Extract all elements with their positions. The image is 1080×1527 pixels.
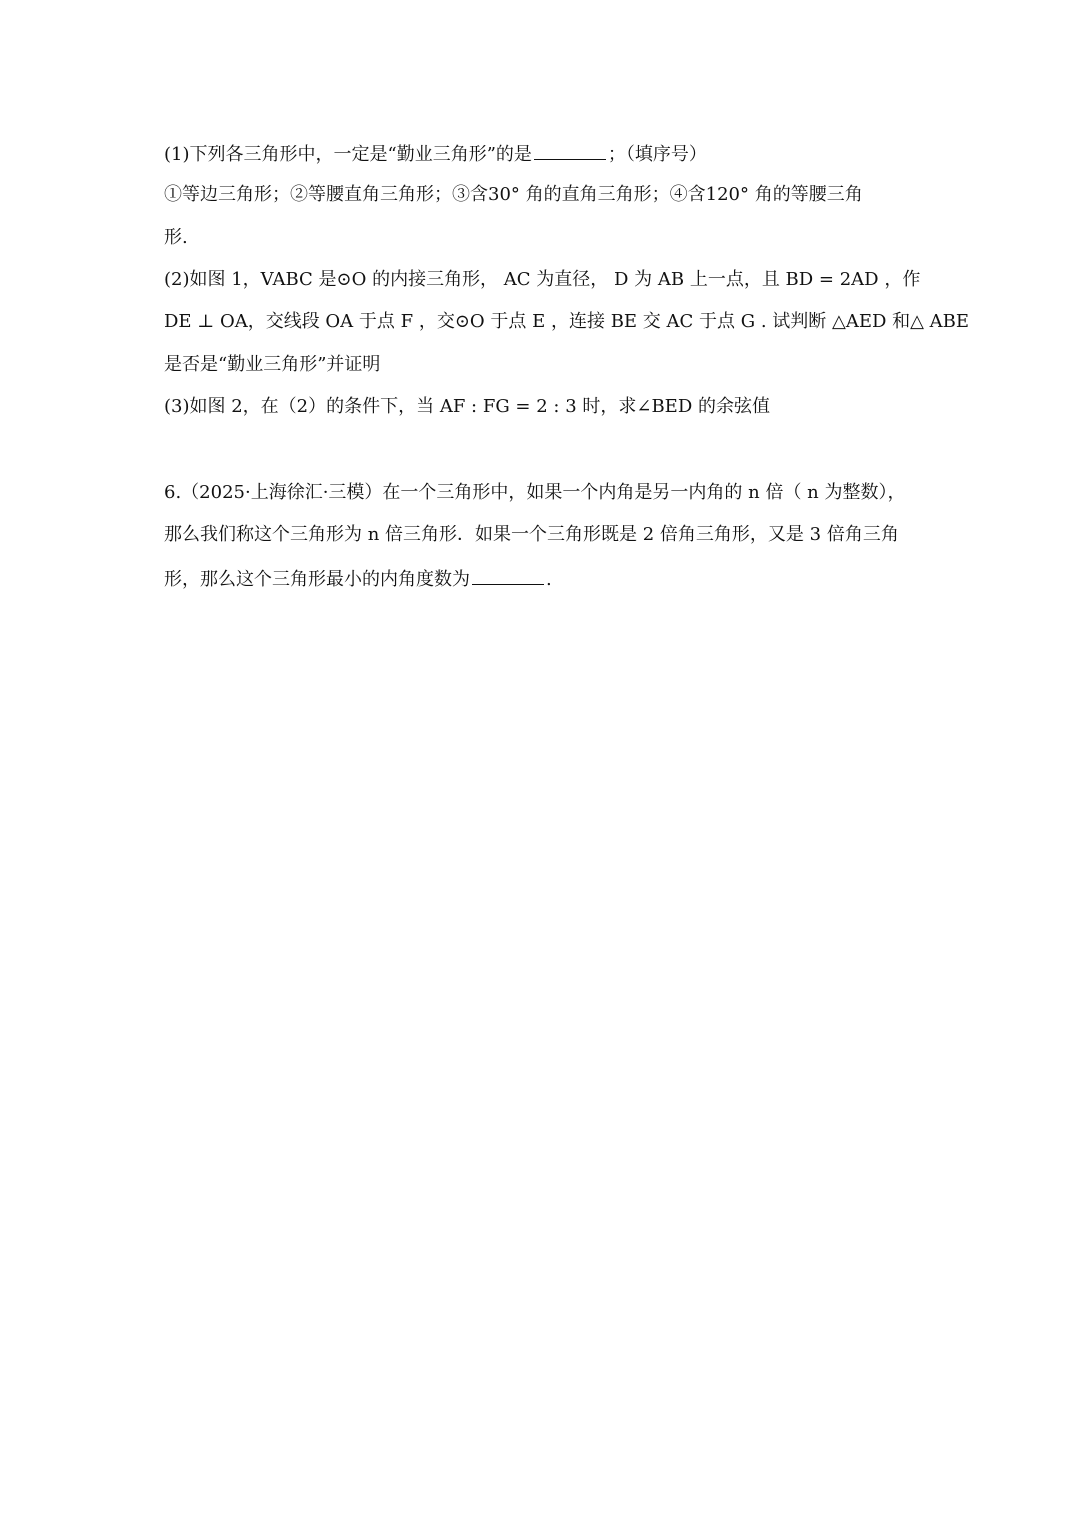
q5-part2-line1: (2)如图 1，VABC 是⊙O 的内接三角形， AC 为直径， D 为 AB 上一点，且 BD = 2AD ，作: [164, 269, 921, 290]
q6-line1: 6.（2025·上海徐汇·三模）在一个三角形中，如果一个内角是另一内角的 n 倍（ n 为整数），: [164, 482, 906, 503]
q6-line3-period: .: [546, 569, 552, 590]
q6-line3-text: 形，那么这个三角形最小的内角度数为: [164, 569, 470, 590]
answer-blank-2[interactable]: [472, 566, 544, 585]
q5-part2-line3: 是否是“勤业三角形”并证明: [164, 354, 381, 375]
q5-part3: (3)如图 2，在（2）的条件下，当 AF : FG = 2 : 3 时，求∠BED 的余弦值: [164, 396, 770, 417]
answer-blank-1[interactable]: [534, 141, 606, 160]
q5-options: ①等边三角形；②等腰直角三角形；③含30° 角的直角三角形；④含120° 角的等腰三角: [164, 184, 863, 205]
q5-part2-line2: DE ⊥ OA，交线段 OA 于点 F ，交⊙O 于点 E ，连接 BE 交 AC 于点 G . 试判断 △AED 和△ ABE: [164, 311, 970, 332]
q6-line2: 那么我们称这个三角形为 n 倍三角形．如果一个三角形既是 2 倍角三角形，又是 3 倍角三角: [164, 524, 899, 545]
q5-part1: [164, 141, 924, 167]
q5-options-tail: 形.: [164, 227, 188, 248]
q5-part1-text: (1)下列各三角形中，一定是“勤业三角形”的是: [164, 144, 532, 165]
q5-part1-suffix: ；（填序号）: [607, 144, 707, 165]
q6-line3: [164, 566, 924, 592]
